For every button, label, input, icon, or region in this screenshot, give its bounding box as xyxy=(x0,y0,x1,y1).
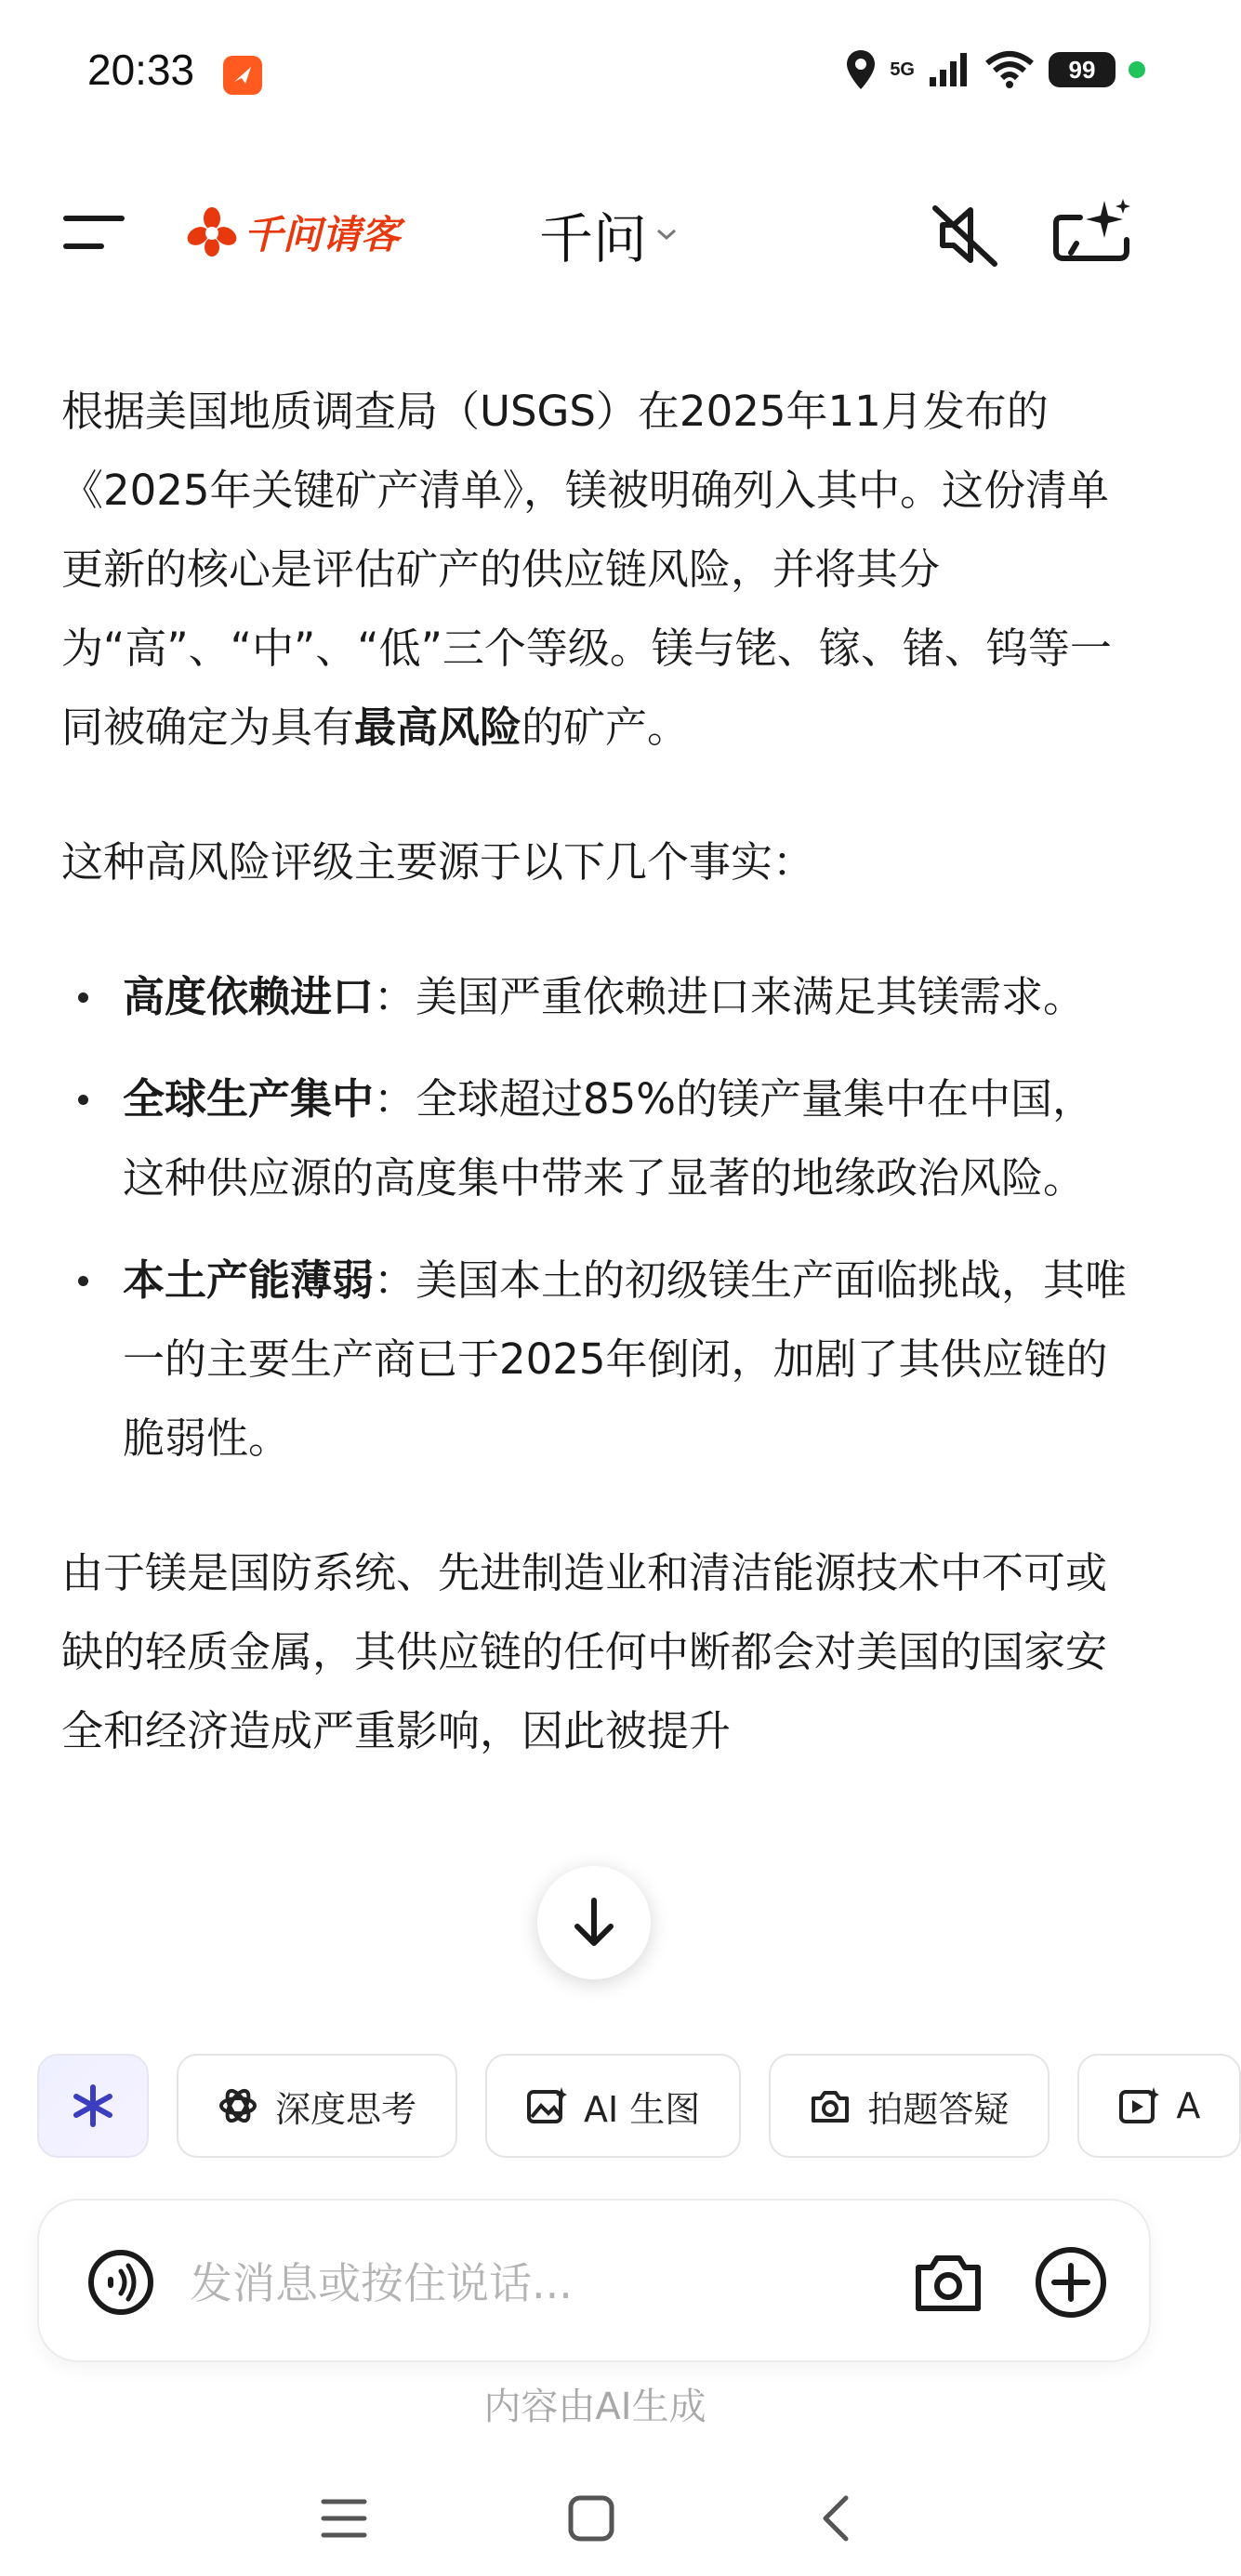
app-header xyxy=(0,177,1190,288)
chip-label: AI 生图 xyxy=(584,2088,701,2130)
status-dot xyxy=(1129,61,1145,78)
brand-text: 千问请客 xyxy=(244,212,401,257)
voice-input-icon[interactable] xyxy=(87,2249,154,2316)
list-item xyxy=(61,957,1130,1036)
list-item-title: 全球生产集中 xyxy=(123,1074,375,1124)
answer-content xyxy=(61,372,1130,1826)
location-icon xyxy=(845,48,877,91)
battery-icon: 99 xyxy=(1049,52,1116,87)
page-title: 千问 xyxy=(539,207,648,270)
arrow-down-icon xyxy=(570,1897,618,1949)
chip-label: 深度思考 xyxy=(275,2088,417,2130)
status-icons xyxy=(845,48,1145,91)
paragraph-text: 根据美国地质调查局（USGS）在2025年11月发布的《2025年关键矿产清单》，镁被明确列入其中。这份清单更新的核心是评估矿产的供应链风险，并将其分为“高”、“中”、“低”三个等级。镁与铑、镓、锗、钨等一同被确定为具有 xyxy=(61,387,1112,752)
paragraph-text-end: 的矿产。 xyxy=(521,703,690,752)
video-gen-icon xyxy=(1118,2085,1159,2126)
system-nav-bar xyxy=(0,2463,1190,2576)
deep-think-icon xyxy=(218,2085,258,2126)
chip-label: 拍题答疑 xyxy=(867,2088,1010,2130)
brand-flower-icon xyxy=(186,206,238,258)
fact-list xyxy=(61,957,1130,1478)
network-type: 5G xyxy=(890,59,915,80)
image-gen-chip[interactable] xyxy=(485,2054,741,2158)
ai-disclaimer: 内容由AI生成 xyxy=(483,2385,706,2428)
camera-question-icon xyxy=(810,2085,851,2126)
answer-paragraph: 这种高风险评级主要源于以下几个事实： xyxy=(61,837,815,887)
image-gen-icon xyxy=(526,2085,567,2126)
menu-icon[interactable] xyxy=(61,210,126,255)
quick-action-chips xyxy=(37,2054,1241,2158)
asterisk-icon xyxy=(71,2083,115,2128)
status-bar xyxy=(0,0,1190,149)
scroll-to-bottom-button[interactable] xyxy=(537,1866,651,1979)
app-notification-icon xyxy=(223,56,262,95)
list-item-text: ：美国本土的初级镁生产面临挑战，其唯一的主要生产商已于2025年倒闭，加剧了其供应链的脆弱性。 xyxy=(123,1255,1128,1463)
new-chat-sparkle-icon[interactable] xyxy=(1052,197,1130,268)
answer-paragraph xyxy=(61,372,1130,767)
wifi-icon xyxy=(984,50,1036,89)
list-item xyxy=(61,1241,1130,1478)
video-gen-chip[interactable] xyxy=(1077,2054,1241,2158)
answer-paragraph: 由于镁是国防系统、先进制造业和清洁能源技术中不可或缺的轻质金属，其供应链的任何中断都会对美国的国家安全和经济造成严重影响，因此被提升 xyxy=(61,1548,1108,1755)
home-icon[interactable] xyxy=(563,2491,619,2546)
list-item xyxy=(61,1059,1130,1217)
signal-icon xyxy=(928,51,970,88)
list-item-title: 高度依赖进口 xyxy=(123,972,375,1021)
list-item-title: 本土产能薄弱 xyxy=(123,1255,375,1305)
photo-question-chip[interactable] xyxy=(769,2054,1050,2158)
chip-label: A xyxy=(1176,2085,1201,2126)
list-item-text: ：美国严重依赖进口来满足其镁需求。 xyxy=(374,972,1086,1021)
back-icon[interactable] xyxy=(811,2491,866,2546)
deep-think-chip[interactable] xyxy=(177,2054,457,2158)
message-input[interactable] xyxy=(188,2238,917,2329)
recent-apps-icon[interactable] xyxy=(316,2491,372,2546)
brand-logo[interactable] xyxy=(186,203,400,262)
list-item-text: ：全球超过85%的镁产量集中在中国，这种供应源的高度集中带来了显著的地缘政治风险。 xyxy=(123,1074,1095,1203)
ai-assistant-chip[interactable] xyxy=(37,2054,149,2158)
plus-icon[interactable] xyxy=(1034,2245,1108,2320)
status-time: 20:33 xyxy=(87,46,195,94)
message-composer xyxy=(37,2199,1151,2362)
mute-icon[interactable] xyxy=(930,203,1000,268)
camera-icon[interactable] xyxy=(913,2251,984,2314)
highlight-text: 最高风险 xyxy=(354,703,522,752)
model-selector[interactable] xyxy=(539,195,679,273)
chevron-down-icon xyxy=(654,226,679,243)
